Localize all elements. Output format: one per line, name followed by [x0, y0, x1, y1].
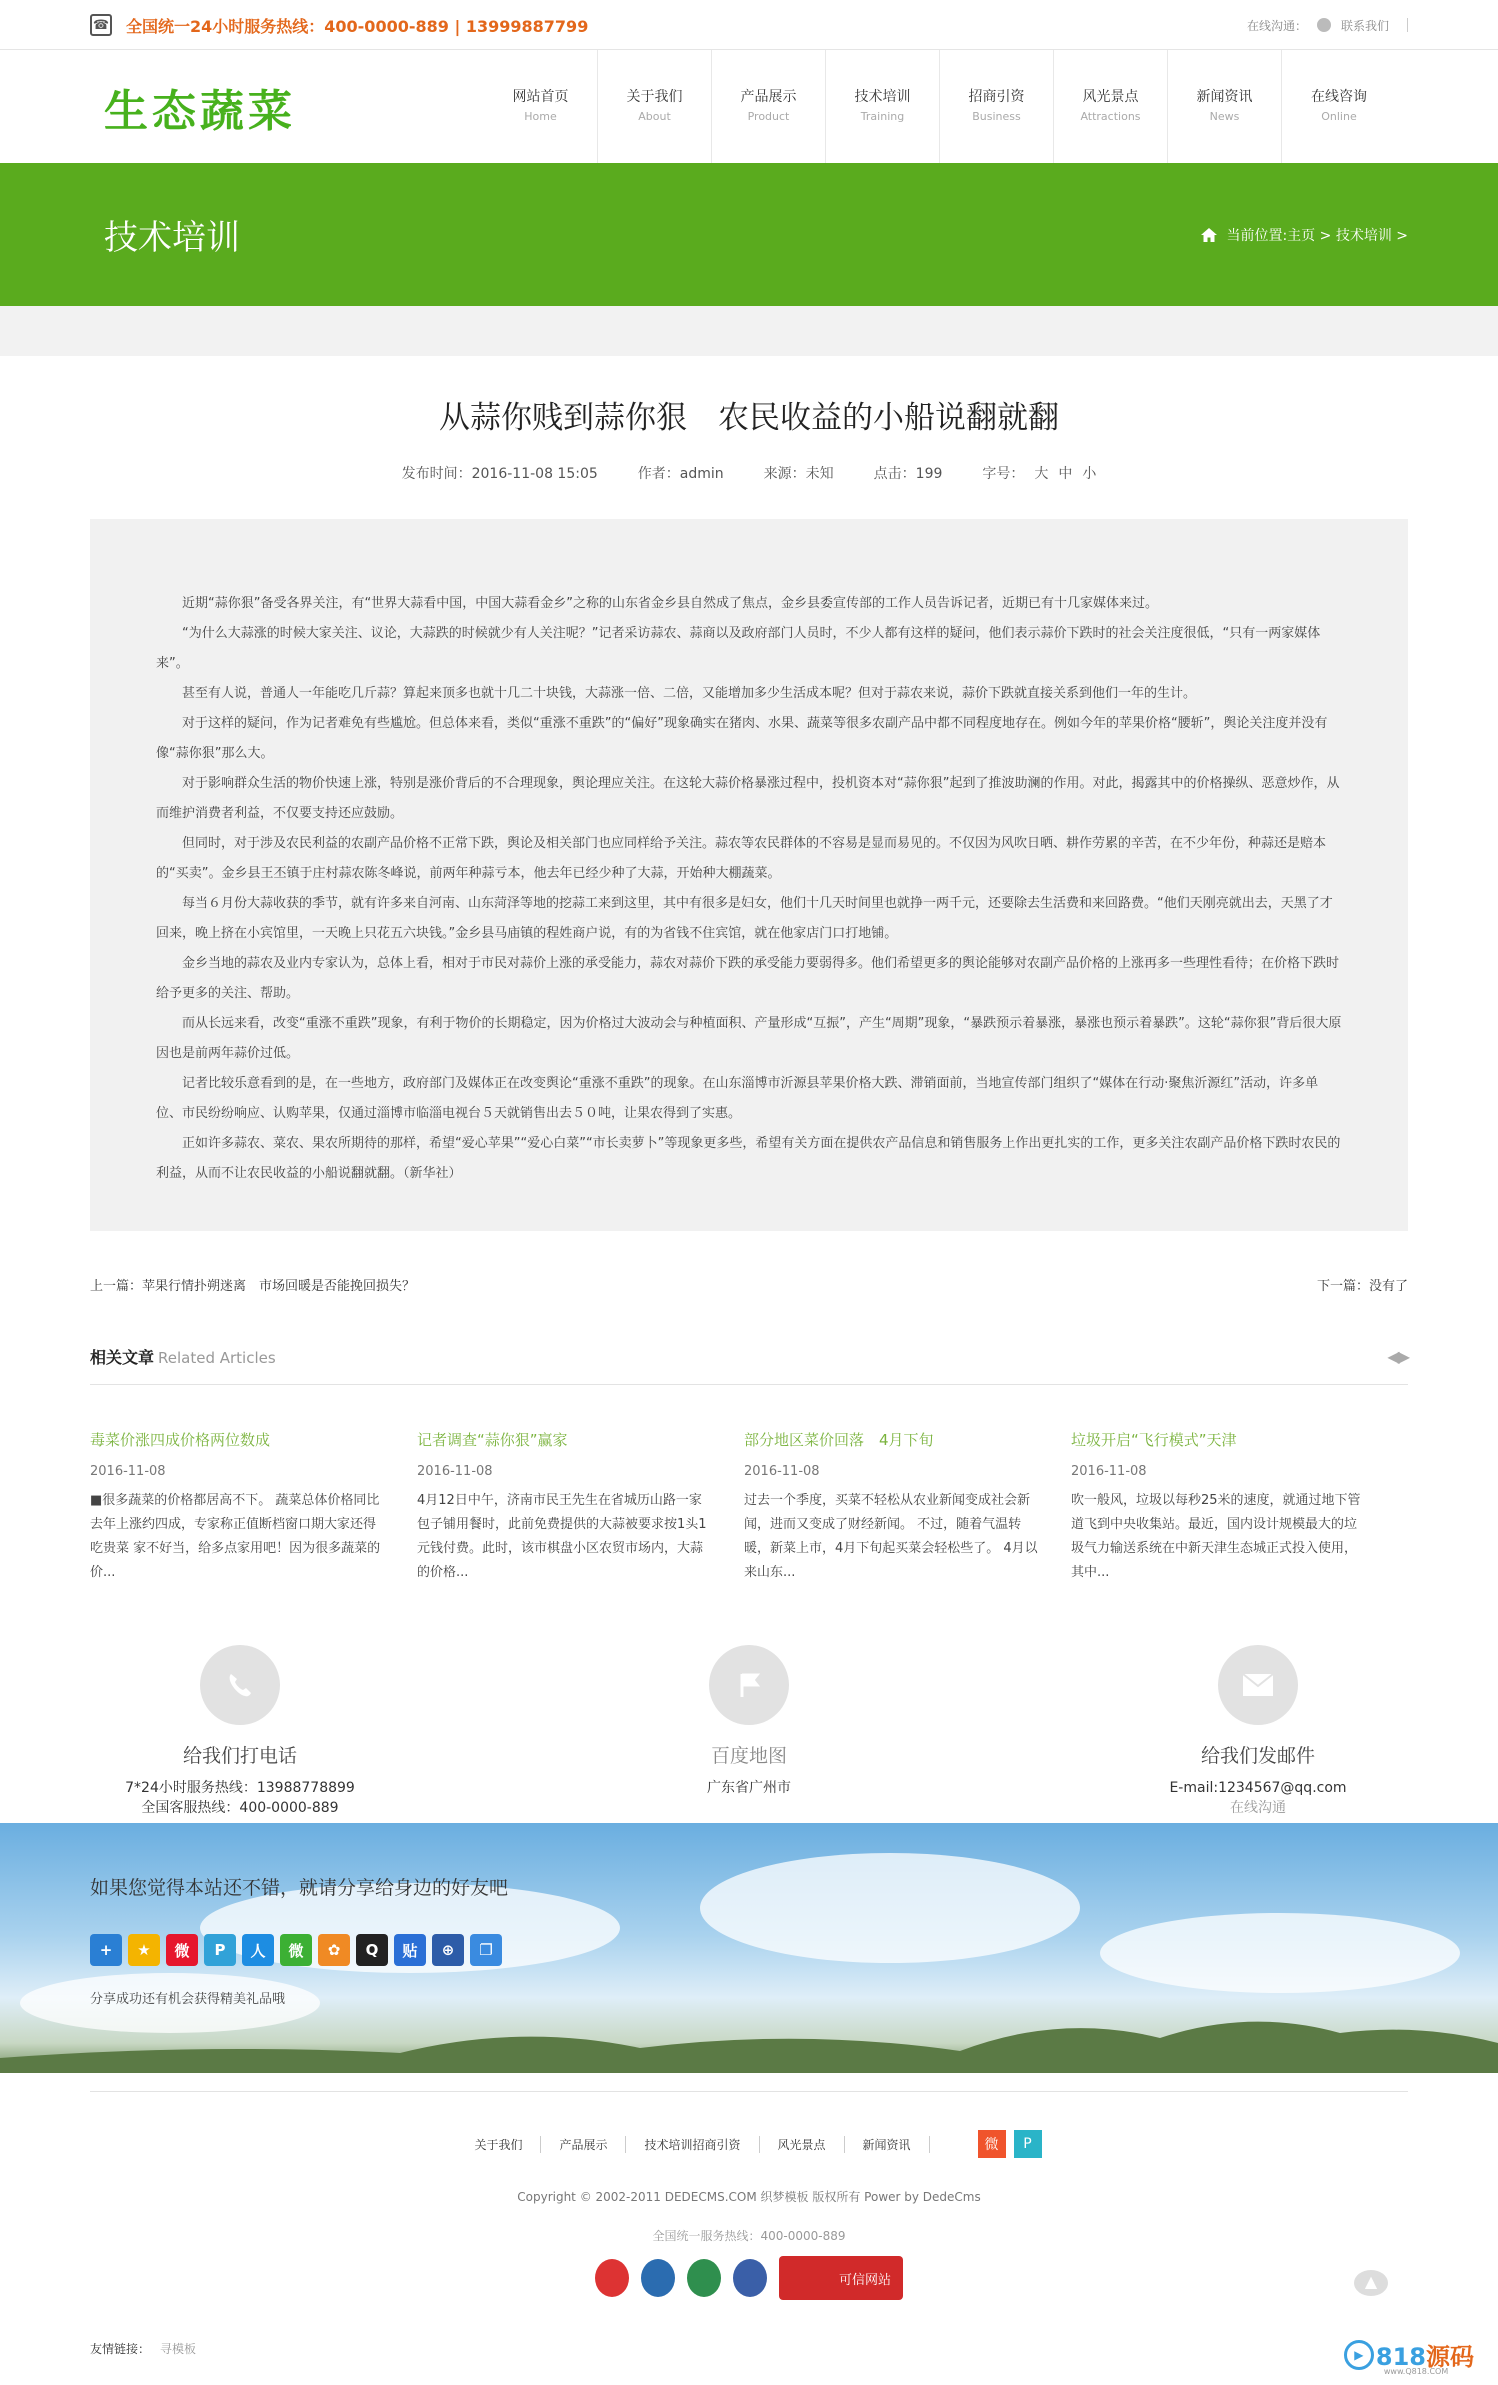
related-card-excerpt: 4月12日中午，济南市民王先生在省城历山路一家包子铺用餐时，此前免费提供的大蒜被要求按1头1元钱付费。此时，该市棋盘小区农贸市场内，大蒜的价格...: [417, 1493, 707, 1580]
contact-map-line: 广东省广州市: [707, 1780, 791, 1796]
copy-link-icon[interactable]: ❐: [470, 1934, 502, 1966]
qq-icon[interactable]: Q: [356, 1934, 388, 1966]
nav-item-news[interactable]: [1168, 50, 1282, 163]
nav-sublabel: Attractions: [1080, 110, 1141, 123]
related-card-title[interactable]: 毒菜价涨四成价格两位数成: [90, 1431, 271, 1449]
prev-arrow-icon[interactable]: ◀: [1387, 1347, 1398, 1366]
footer-link-product[interactable]: 产品展示: [541, 2136, 626, 2153]
related-card-date: 2016-11-08: [90, 1464, 166, 1479]
footer-link-attractions[interactable]: 风光景点: [760, 2136, 845, 2153]
play-icon: ▶: [1344, 2340, 1374, 2370]
online-chat-link[interactable]: 在线沟通：: [1246, 18, 1307, 33]
friend-link[interactable]: 寻模板: [160, 2342, 197, 2356]
grey-strip: [0, 306, 1498, 356]
divider: [1407, 18, 1408, 32]
related-card-excerpt: ■很多蔬菜的价格都居高不下。 蔬菜总体价格同比去年上涨约四成，专家称正值断档窗口期大家还得吃贵菜 家不好当，给多点家用吧！因为很多蔬菜的价...: [90, 1493, 381, 1580]
article: [90, 392, 1408, 483]
related-card: [90, 1429, 417, 1585]
related-title: 相关文章: [90, 1348, 155, 1367]
shield-badge-icon[interactable]: [641, 2259, 675, 2297]
watermark-num: 818: [1375, 2343, 1426, 2371]
copyright: Copyright © 2002-2011 DEDECMS.COM 织梦模板 版权所有 Power by DedeCms: [517, 2190, 981, 2204]
font-small-button[interactable]: 小: [1082, 466, 1097, 482]
page-banner: [0, 163, 1498, 306]
footer-links: [90, 2130, 1408, 2158]
carousel-arrows: [1387, 1347, 1408, 1366]
online-chat-link[interactable]: 在线沟通: [1230, 1800, 1286, 1816]
related-card: [1071, 1429, 1398, 1585]
footer-hotline: 全国统一服务热线：400-0000-889: [652, 2229, 846, 2243]
breadcrumb: [1200, 225, 1408, 245]
nav-label: 风光景点: [1082, 89, 1139, 105]
prev-article-link[interactable]: 上一篇：苹果行情扑朔迷离 市场回暖是否能挽回损失？: [90, 1279, 416, 1294]
paragraph: 金乡当地的蒜农及业内专家认为，总体上看，相对于市民对蒜价上涨的承受能力，蒜农对蒜价下跌的承受能力要弱得多。他们希望更多的舆论能够对农副产品价格的上涨再多一些理性看待；在价格下跌时给予更多的关注、帮助。: [156, 956, 1340, 1001]
watermark-logo: [1344, 2337, 1474, 2376]
share-note: 分享成功还有机会获得精美礼品哦: [90, 1992, 286, 2007]
nav-label: 新闻资讯: [1196, 89, 1253, 105]
related-card-date: 2016-11-08: [417, 1464, 493, 1479]
article-body: [90, 519, 1408, 1231]
nav-label: 招商引资: [968, 89, 1025, 105]
weibo-icon[interactable]: 微: [166, 1934, 198, 1966]
footer-link-news[interactable]: 新闻资讯: [845, 2136, 930, 2153]
mail-line-1: E-mail:1234567@qq.com: [1169, 1780, 1347, 1796]
article-meta: [90, 463, 1408, 483]
paragraph: 正如许多蒜农、菜农、果农所期待的那样，希望“爱心苹果”“爱心白菜”“市长卖萝卜”等现象更多些，希望有关方面在提供农产品信息和销售服务上作出更扎实的工作，更多关注农副产品价格下跌时农民的利益，从而不让农民收益的小船说翻就翻。（新华社）: [156, 1136, 1341, 1181]
nav-sublabel: Home: [524, 110, 557, 123]
paragraph: 记者比较乐意看到的是，在一些地方，政府部门及媒体正在改变舆论“重涨不重跌”的现象。在山东淄博市沂源县苹果价格大跌、滞销面前，当地宣传部门组织了“媒体在行动·聚焦沂源红”活动，许多单位、市民纷纷响应、认购苹果，仅通过淄博市临淄电视台５天就销售出去５０吨，让果农得到了实惠。: [156, 1076, 1319, 1121]
paragraph: 对于这样的疑问，作为记者难免有些尴尬。但总体来看，类似“重涨不重跌”的“偏好”现象确实在猪肉、水果、蔬菜等很多农副产品中都不同程度地存在。例如今年的苹果价格“腰斩”，舆论关注度并没有像“蒜你狠”那么大。: [156, 716, 1328, 761]
nav-sublabel: News: [1209, 110, 1240, 123]
qq-icon[interactable]: [1317, 18, 1331, 32]
pengyou-icon[interactable]: ✿: [318, 1934, 350, 1966]
nav-item-about[interactable]: [598, 50, 712, 163]
favorite-star-icon[interactable]: ★: [128, 1934, 160, 1966]
seal-badge-icon[interactable]: [687, 2259, 721, 2297]
friend-links: [90, 2340, 196, 2357]
landscape-decoration: [0, 2003, 1498, 2073]
prev-next: [90, 1275, 1408, 1295]
related-card-excerpt: 过去一个季度，买菜不轻松从农业新闻变成社会新闻，进而又变成了财经新闻。 不过，随着气温转暖，新菜上市，4月下旬起买菜会轻松些了。 4月以来山东...: [744, 1493, 1038, 1580]
footer: [90, 2091, 1408, 2300]
related-card: [417, 1429, 744, 1585]
contact-phone-line: [90, 1778, 390, 1818]
font-medium-button[interactable]: 中: [1058, 466, 1073, 482]
hotline-text: 全国统一24小时服务热线：400-0000-889 | 13999887799: [126, 16, 589, 36]
contact-section: [90, 1645, 1408, 1823]
contact-phone-title: 给我们打电话: [182, 1745, 297, 1767]
related-card-title[interactable]: 部分地区菜价回落 4月下旬: [744, 1431, 934, 1449]
hotline: [90, 14, 588, 37]
flag-icon: [709, 1645, 789, 1725]
contact-map-title: 百度地图: [710, 1745, 787, 1767]
font-large-button[interactable]: 大: [1034, 466, 1049, 482]
watermark-word: 源码: [1426, 2343, 1474, 2371]
author: 作者：admin: [637, 466, 724, 482]
nav-label: 产品展示: [740, 89, 797, 105]
nav-sublabel: Online: [1321, 110, 1357, 123]
footer-link-about[interactable]: 关于我们: [456, 2136, 541, 2153]
related-card-title[interactable]: 垃圾开启“飞行模式”天津: [1071, 1431, 1237, 1449]
nav-item-training[interactable]: [826, 50, 940, 163]
share-section: [0, 1823, 1498, 2073]
mail-icon: [1218, 1645, 1298, 1725]
qzone-icon[interactable]: P: [204, 1934, 236, 1966]
nav-sublabel: Product: [747, 110, 790, 123]
weibo-icon[interactable]: 微: [978, 2130, 1006, 2158]
renren-icon[interactable]: 人: [242, 1934, 274, 1966]
phone-line-1: 7*24小时服务热线：13988778899: [125, 1780, 355, 1796]
main-nav: [484, 50, 1396, 163]
header: [0, 50, 1498, 163]
nav-label: 网站首页: [512, 89, 569, 105]
watermark-url: www.Q818.COM: [1383, 2367, 1449, 2376]
nav-sublabel: About: [638, 110, 671, 123]
paragraph: 近期“蒜你狠”备受各界关注，有“世界大蒜看中国，中国大蒜看金乡”之称的山东省金乡县自然成了焦点，金乡县委宣传部的工作人员告诉记者，近期已有十几家媒体来过。: [182, 596, 1158, 611]
nav-item-home[interactable]: [484, 50, 598, 163]
share-more-icon[interactable]: +: [90, 1934, 122, 1966]
share-title: 如果您觉得本站还不错，就请分享给身边的好友吧: [90, 1877, 509, 1899]
trust-badges: [90, 2256, 1408, 2300]
contact-map[interactable]: [599, 1645, 899, 1823]
phone-icon: ☎: [90, 14, 112, 36]
footer-social: [970, 2130, 1042, 2158]
phone-icon: [200, 1645, 280, 1725]
related-card-date: 2016-11-08: [1071, 1464, 1147, 1479]
article-title: 从蒜你贱到蒜你狠 农民收益的小船说翻就翻: [439, 400, 1059, 436]
wechat-icon[interactable]: 微: [280, 1934, 312, 1966]
page-title: 技术培训: [104, 218, 240, 258]
paragraph: 但同时，对于涉及农民利益的农副产品价格不正常下跌，舆论及相关部门也应同样给予关注。蒜农等农民群体的不容易是显而易见的。不仅因为风吹日晒、耕作劳累的辛苦，在不少年份，种蒜还是赔本的“买卖”。金乡县王丕镇于庄村蒜农陈冬峰说，前两年种蒜亏本，他去年已经少种了大蒜，开始种大棚蔬菜。: [156, 836, 1327, 881]
friend-links-label: 友情链接：: [90, 2342, 151, 2356]
related-list: [90, 1429, 1408, 1585]
related-subtitle: Related Articles: [158, 1349, 276, 1367]
share-icons: [90, 1934, 1408, 1966]
nav-item-online[interactable]: [1282, 50, 1396, 163]
top-bar: [0, 0, 1498, 50]
nav-label: 在线咨询: [1311, 89, 1367, 105]
contact-mail: [1108, 1645, 1408, 1823]
home-icon: [1200, 227, 1218, 243]
kaixin-icon[interactable]: ⊕: [432, 1934, 464, 1966]
back-to-top-button[interactable]: ▲: [1354, 2270, 1388, 2296]
related-card: [744, 1429, 1071, 1585]
publish-date: 发布时间：2016-11-08 15:05: [401, 466, 598, 482]
next-arrow-icon[interactable]: ▶: [1397, 1347, 1408, 1366]
footer-link-training[interactable]: 技术培训招商引资: [626, 2136, 759, 2153]
site-logo[interactable]: 生态蔬菜: [104, 85, 296, 137]
trusted-site-badge[interactable]: 可信网站: [779, 2256, 903, 2300]
nav-label: 技术培训: [854, 89, 911, 105]
next-article-link[interactable]: 下一篇：没有了: [1316, 1279, 1408, 1294]
related-card-excerpt: 吹一般风，垃圾以每秒25米的速度，就通过地下管道飞到中央收集站。最近，国内设计规模最大的垃圾气力输送系统在中新天津生态城正式投入使用，其中...: [1071, 1493, 1361, 1580]
police-badge-icon[interactable]: [595, 2259, 629, 2297]
top-links: [1247, 17, 1408, 34]
source: 来源：未知: [763, 466, 834, 482]
nav-item-business[interactable]: [940, 50, 1054, 163]
tencent-weibo-icon[interactable]: P: [1014, 2130, 1042, 2158]
nav-sublabel: Training: [860, 110, 905, 123]
font-size-switch: [982, 463, 1096, 483]
paragraph: 甚至有人说，普通人一年能吃几斤蒜？算起来顶多也就十几二十块钱，大蒜涨一倍、二倍，又能增加多少生活成本呢？但对于蒜农来说，蒜价下跌就直接关系到他们一年的生计。: [182, 686, 1197, 701]
contact-mail-title: 给我们发邮件: [1200, 1745, 1315, 1767]
font-size-label: 字号：: [982, 466, 1025, 482]
related-card-title[interactable]: 记者调查“蒜你狠”赢家: [417, 1431, 568, 1449]
related-header: [90, 1345, 1408, 1385]
paragraph: 对于影响群众生活的物价快速上涨，特别是涨价背后的不合理现象，舆论理应关注。在这轮大蒜价格暴涨过程中，投机资本对“蒜你狠”起到了推波助澜的作用。对此，揭露其中的价格操纵、恶意炒作，从而维护消费者利益，不仅要支持还应鼓励。: [156, 776, 1340, 821]
paragraph: 每当６月份大蒜收获的季节，就有许多来自河南、山东菏泽等地的挖蒜工来到这里，其中有很多是妇女，他们十几天时间里也就挣一两千元，还要除去生活费和来回路费。“他们天刚亮就出去，天黑了才回来，晚上挤在小宾馆里，一天晚上只花五六块钱。”金乡县马庙镇的程姓商户说，有的为省钱不住宾馆，就在他家店门口打地铺。: [156, 896, 1333, 941]
nav-label: 关于我们: [626, 89, 683, 105]
breadcrumb-text[interactable]: 当前位置:主页 > 技术培训 >: [1226, 227, 1408, 244]
security-badge-icon[interactable]: [733, 2259, 767, 2297]
nav-item-product[interactable]: [712, 50, 826, 163]
nav-sublabel: Business: [972, 110, 1021, 123]
tieba-icon[interactable]: 贴: [394, 1934, 426, 1966]
contact-phone: [90, 1645, 390, 1823]
click-count: 点击：199: [873, 466, 943, 482]
contact-mail-line: [1108, 1778, 1408, 1818]
contact-link[interactable]: 联系我们: [1340, 18, 1389, 33]
nav-item-attractions[interactable]: [1054, 50, 1168, 163]
phone-line-2: 全国客服热线：400-0000-889: [141, 1800, 339, 1816]
related-card-date: 2016-11-08: [744, 1464, 820, 1479]
paragraph: “为什么大蒜涨的时候大家关注、议论，大蒜跌的时候就少有人关注呢？”记者采访蒜农、蒜商以及政府部门人员时，不少人都有这样的疑问，他们表示蒜价下跌时的社会关注度很低，“只有一两家媒体来”。: [156, 626, 1321, 671]
paragraph: 而从长远来看，改变“重涨不重跌”现象，有利于物价的长期稳定，因为价格过大波动会与种植面积、产量形成“互振”，产生“周期”现象，“暴跌预示着暴涨，暴涨也预示着暴跌”。这轮“蒜你狠”背后很大原因也是前两年蒜价过低。: [156, 1016, 1342, 1061]
